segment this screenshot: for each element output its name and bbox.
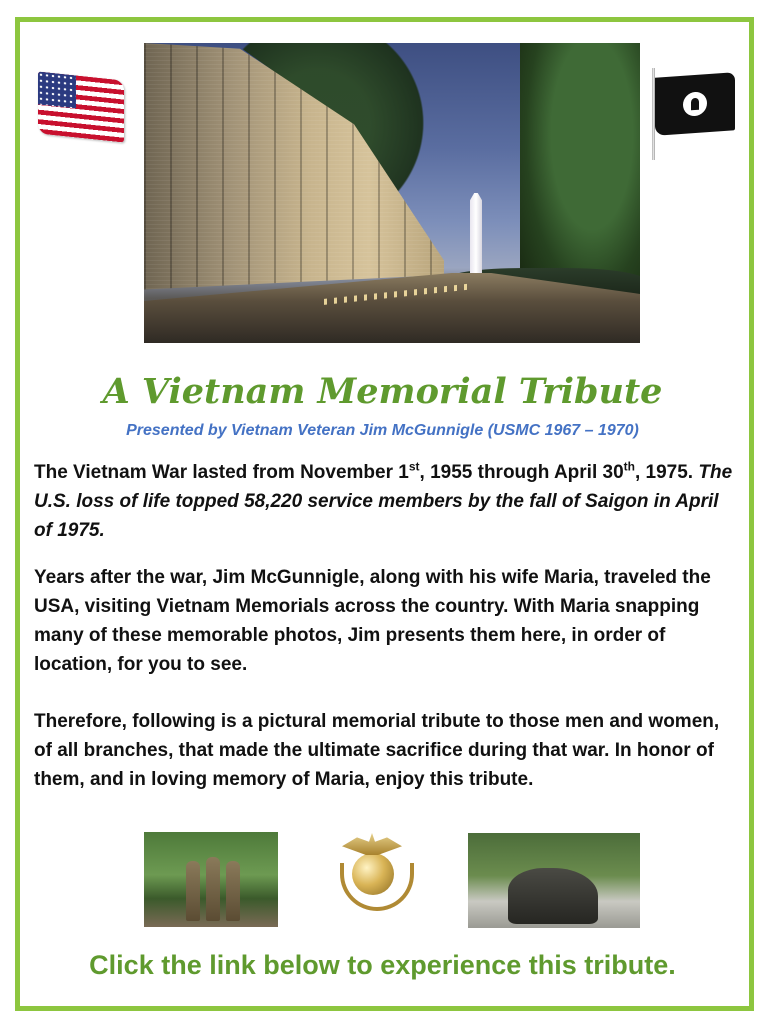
american-flag-icon	[38, 71, 124, 142]
usmc-emblem-icon	[332, 833, 412, 913]
pow-mia-flag-icon	[655, 72, 735, 136]
three-soldiers-statue-photo	[144, 832, 278, 927]
travel-paragraph: Years after the war, Jim McGunnigle, along with his wife Maria, traveled the USA, visiting Vietnam Memorials across the country. With Maria snapping many of these memorable photos, Jim presents them here, in order of location, for you to see.	[34, 567, 711, 675]
memorial-wall-photo	[144, 43, 640, 343]
washington-monument	[470, 193, 482, 283]
tribute-paragraph: Therefore, following is a pictural memorial tribute to those men and women, of all branches, that made the ultimate sacrifice during that war. In honor of them, and in loving memory of Maria, enjoy this tribute.	[34, 711, 720, 790]
intro-paragraph: The Vietnam War lasted from November 1st, 1955 through April 30th, 1975. The U.S. loss of life topped 58,220 service members by the fall of Saigon in April of 1975.	[34, 459, 733, 541]
vietnam-womens-memorial-photo	[468, 833, 640, 928]
page-subtitle: Presented by Vietnam Veteran Jim McGunnigle (USMC 1967 – 1970)	[126, 422, 639, 439]
call-to-action: Click the link below to experience this tribute.	[89, 950, 676, 980]
page-title: A Vietnam Memorial Tribute	[102, 371, 663, 412]
